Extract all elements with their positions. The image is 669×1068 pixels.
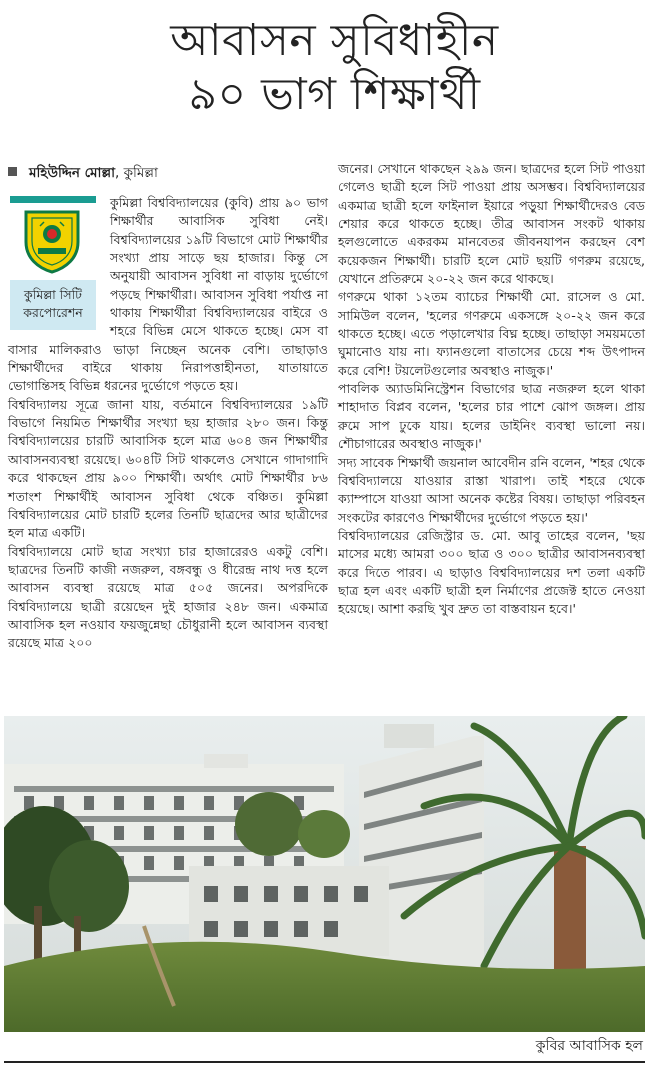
article-column-left bbox=[8, 160, 328, 653]
logo-top-bar bbox=[10, 196, 96, 203]
byline-square-icon bbox=[8, 167, 17, 176]
photo-illustration bbox=[4, 716, 645, 1032]
article-paragraph: সদ্য সাবেক শিক্ষার্থী জয়নাল আবেদীন রনি বলেন, 'শহর থেকে বিশ্ববিদ্যালয়ে যাওয়ার রাস্তা খারাপ। তাই শহরে থেকে ক্যাম্পাসে যাওয়া আসা অনেক কষ্টের বিষয়। তাছাড়া পরিবহন সংকটের কারণেও শিক্ষার্থীদের দুর্ভোগে পড়তে হয়।' bbox=[338, 454, 645, 525]
headline-line-2: ৯০ ভাগ শিক্ষার্থী bbox=[188, 69, 481, 120]
headline bbox=[0, 14, 669, 122]
photo-caption: কুবির আবাসিক হল bbox=[535, 1038, 643, 1054]
byline-location: , কুমিল্লা bbox=[114, 165, 158, 181]
article-paragraph: পাবলিক অ্যাডমিনিস্ট্রেশন বিভাগের ছাত্র নজরুল হলে থাকা শাহাদাত বিপ্লব বলেন, 'হলের চার পাশে ঝোপ জঙ্গল। প্রায় রুমে সাপ ঢুকে যায়। হলের ডাইনিং ব্যবস্থা ভালো নয়। শৌচাগারের অবস্থাও নাজুক।' bbox=[338, 381, 645, 452]
article-column-right bbox=[338, 160, 645, 619]
logo-caption-line-1: কুমিল্লা সিটি bbox=[24, 287, 82, 302]
article-paragraph: বিশ্ববিদ্যালয় সূত্রে জানা যায়, বর্তমানে বিশ্ববিদ্যালয়ের ১৯টি বিভাগে নিয়মিত শিক্ষার্থীর সংখ্যা ছয় হাজার ২৮০ জন। কিন্তু বিশ্ববিদ্যালয়ের চারটি আবাসিক হলে মাত্র ৬০৪ জন শিক্ষার্থীর আবাসনব্যবস্থা রয়েছে। ৬০৪টি সিট থাকলেও সেখানে গাদাগাদি করে থাকছেন প্রায় ৯০০ শিক্ষার্থী। অর্থাৎ মোট শিক্ষার্থীর ৮৬ শতাংশ শিক্ষার্থীই আবাসন সুবিধা থেকে বঞ্চিত। কুমিল্লা বিশ্ববিদ্যালয়ের মোট চারটি হলের তিনটি ছাত্রদের আর ছাত্রীদের হল মাত্র একটি। bbox=[8, 396, 328, 541]
city-corporation-logo bbox=[10, 196, 100, 334]
article-paragraph: কুমিল্লা বিশ্ববিদ্যালয়ের (কুবি) প্রায় ৯০ ভাগ শিক্ষার্থীর আবাসিক সুবিধা নেই। বিশ্ববিদ্যালয়ের ১৯টি বিভাগে মোট শিক্ষার্থীর সংখ্যা প্রায় সাড়ে ছয় হাজার। কিন্তু সে অনুযায়ী আবাসন সুবিধা না বাড়ায় দুর্ভোগে পড়ছে শিক্ষার্থীরা। আবাসন সুবিধা পর্যাপ্ত না থাকায় শিক্ষার্থীরা বিশ্ববিদ্যালয়ের বাইরে ও শহরে বিভিন্ন মেসে থাকতে হচ্ছে। মেস বা বাসার মালিকরাও ভাড়া নিচ্ছেন অনেক বেশি। তাছাড়াও শিক্ষার্থীদের বাইরে থাকায় নিরাপত্তাহীনতা, যাতায়াতে ভোগান্তিসহ বিভিন্ন ধরনের দুর্ভোগে পড়তে হয়। bbox=[8, 195, 328, 394]
logo-caption-line-2: করপোরেশন bbox=[23, 305, 83, 320]
byline bbox=[8, 160, 328, 186]
logo-caption bbox=[10, 280, 96, 330]
shield-emblem-icon bbox=[22, 208, 82, 274]
campus-hall-photo bbox=[4, 716, 645, 1032]
article-paragraph: বিশ্ববিদ্যালয়ের রেজিস্ট্রার ড. মো. আবু তাহের বলেন, 'ছয় মাসের মধ্যে আমরা ৩০০ ছাত্র ও ৩০০ ছাত্রীর আবাসনব্যবস্থা করে দিতে পারব। এ ছাড়াও বিশ্ববিদ্যালয়ের দশ তলা একটি ছাত্র হল এবং একটি ছাত্রী হল নির্মাণের প্রজেক্ট হাতে নেওয়া হয়েছে। আশা করছি খুব দ্রুত তা বাস্তবায়ন হবে।' bbox=[338, 527, 645, 617]
article-paragraph: গণরুমে থাকা ১২তম ব্যাচের শিক্ষার্থী মো. রাসেল ও মো. সামিউল বলেন, 'হলের গণরুমে একসঙ্গে ২০-২২ জন করে থাকতে হচ্ছে। এতে পড়ালেখার বিঘ্ন হচ্ছে। তাছাড়া সময়মতো ঘুমানোও যায় না। ফ্যানগুলো বাতাসের চেয়ে শব্দ উৎপাদন করে বেশি! টয়লেটগুলোর অবস্থাও নাজুক।' bbox=[338, 289, 645, 378]
article-paragraph: বিশ্ববিদ্যালয়ে মোট ছাত্র সংখ্যা চার হাজারেরও একটু বেশি। ছাত্রদের তিনটি কাজী নজরুল, বঙ্গবন্ধু ও ধীরেন্দ্র নাথ দত্ত হলে আবাসন ব্যবস্থা রয়েছে মাত্র ৫০৫ জনের। অপরদিকে বিশ্ববিদ্যালয়ে ছাত্রী রয়েছেন দুই হাজার ২৪৮ জন। একমাত্র আবাসিক হল নওয়াব ফয়জুন্নেছা চৌধুরানী হলে আবাসন ব্যবস্থা রয়েছে মাত্র ২০০ bbox=[8, 543, 328, 651]
headline-line-1: আবাসন সুবিধাহীন bbox=[170, 15, 499, 66]
bottom-rule bbox=[4, 1061, 645, 1063]
byline-author: মহিউদ্দিন মোল্লা bbox=[29, 165, 115, 181]
article-paragraph: জনের। সেখানে থাকছেন ২৯৯ জন। ছাত্রদের হলে সিট পাওয়া গেলেও ছাত্রী হলে সিট পাওয়া প্রায় অসম্ভব। বিশ্ববিদ্যালয়ের একমাত্র ছাত্রী হলে ফাইনাল ইয়ারে পড়ুয়া শিক্ষার্থীদেরও বেড শেয়ার করে থাকতে হচ্ছে। তীব্র আবাসন সংকট থাকায় হলগুলোতে একরকম মানবেতর জীবনযাপন করছেন বেশ কয়েকজন শিক্ষার্থী। চারটি হলে মোট ছয়টি গণরুম রয়েছে, যেখানে প্রতিরুমে ২০-২২ জন করে থাকছে। bbox=[338, 161, 645, 287]
